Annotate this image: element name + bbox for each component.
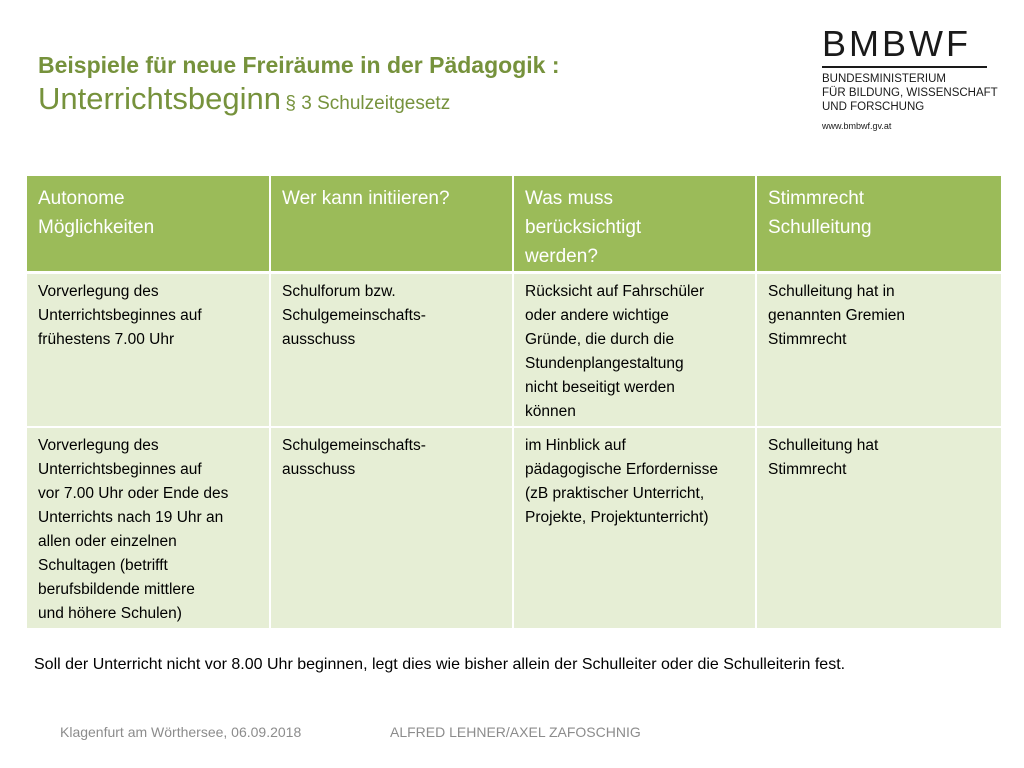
cell-line: berufsbildende mittlere [38,580,195,598]
slide-title [38,50,778,124]
table-cell [756,427,1001,629]
logo-divider [822,66,987,68]
logo-brand: BMBWF [822,23,971,64]
cell-line: pädagogische Erfordernisse [525,460,719,478]
cell-line: Schulgemeinschafts- [282,436,426,454]
cell-line: Rücksicht auf Fahrschüler [525,283,705,300]
cell-line: Unterrichts nach 19 Uhr an [38,508,224,526]
table-row [27,273,1001,427]
header-line: Autonome [38,188,125,209]
cell-line: frühestens 7.00 Uhr [38,331,175,348]
cell-line: Schulleitung hat in [768,283,895,300]
table-cell [27,427,270,629]
table-cell [513,427,756,629]
cell-line: vor 7.00 Uhr oder Ende des [38,484,229,502]
cell-line: ausschuss [282,460,356,478]
table-cell [270,273,513,427]
cell-line: nicht beseitigt werden [525,379,675,396]
options-table [27,176,1001,630]
header-autonome-moeglichkeiten [27,176,270,273]
cell-line: Schulleitung hat [768,436,879,454]
footnote-text: Soll der Unterricht nicht vor 8.00 Uhr beginnen, legt dies wie bisher allein der Schulleiter oder die Schulleiterin fest. [34,656,846,673]
cell-line: Vorverlegung des [38,283,159,300]
cell-line: Schulgemeinschafts- [282,307,426,324]
cell-line: Unterrichtsbeginnes auf [38,460,202,478]
cell-line: allen oder einzelnen [38,532,177,550]
header-stimmrecht-schulleitung [756,176,1001,273]
cell-line: Unterrichtsbeginnes auf [38,307,202,324]
cell-line: können [525,403,576,420]
header-line: Wer kann initiieren? [282,188,450,209]
header-was-muss-beruecksichtigt-werden [513,176,756,273]
cell-line: ausschuss [282,331,356,348]
cell-line: Schulforum bzw. [282,283,396,300]
cell-line: (zB praktischer Unterricht, [525,484,705,502]
footer-location-date: Klagenfurt am Wörthersee, 06.09.2018 [60,724,302,740]
cell-line: genannten Gremien [768,307,906,324]
cell-line: Schultagen (betrifft [38,556,168,574]
cell-line: Stundenplangestaltung [525,355,684,372]
table-cell [513,273,756,427]
title-line-1: Beispiele für neue Freiräume in der Pädagogik : [38,52,560,78]
bmbwf-logo [822,23,1002,131]
cell-line: und höhere Schulen) [38,604,182,622]
header-line: Möglichkeiten [38,217,155,238]
cell-line: Vorverlegung des [38,436,159,454]
title-sub: § 3 Schulzeitgesetz [285,93,451,114]
logo-line: UND FORSCHUNG [822,101,925,113]
table-cell [270,427,513,629]
cell-line: Projekte, Projektunterricht) [525,508,709,526]
title-main: Unterrichtsbeginn [38,81,281,116]
header-line: werden? [525,246,598,267]
logo-line: FÜR BILDUNG, WISSENSCHAFT [822,87,998,99]
table-cell [27,273,270,427]
title-line-2 [38,80,778,124]
table-header-row [27,176,1001,273]
table-row [27,427,1001,629]
header-line: Stimmrecht [768,188,865,209]
cell-line: im Hinblick auf [525,436,626,454]
logo-url: www.bmbwf.gv.at [822,121,892,131]
table-cell [756,273,1001,427]
header-wer-kann-initiieren [270,176,513,273]
cell-line: Gründe, die durch die [525,331,675,348]
footer-authors: ALFRED LEHNER/AXEL ZAFOSCHNIG [390,724,641,740]
cell-line: Stimmrecht [768,460,847,478]
header-line: berücksichtigt [525,217,642,238]
cell-line: Stimmrecht [768,331,847,348]
header-line: Schulleitung [768,217,872,238]
cell-line: oder andere wichtige [525,307,669,324]
logo-line: BUNDESMINISTERIUM [822,73,946,85]
header-line: Was muss [525,188,613,209]
